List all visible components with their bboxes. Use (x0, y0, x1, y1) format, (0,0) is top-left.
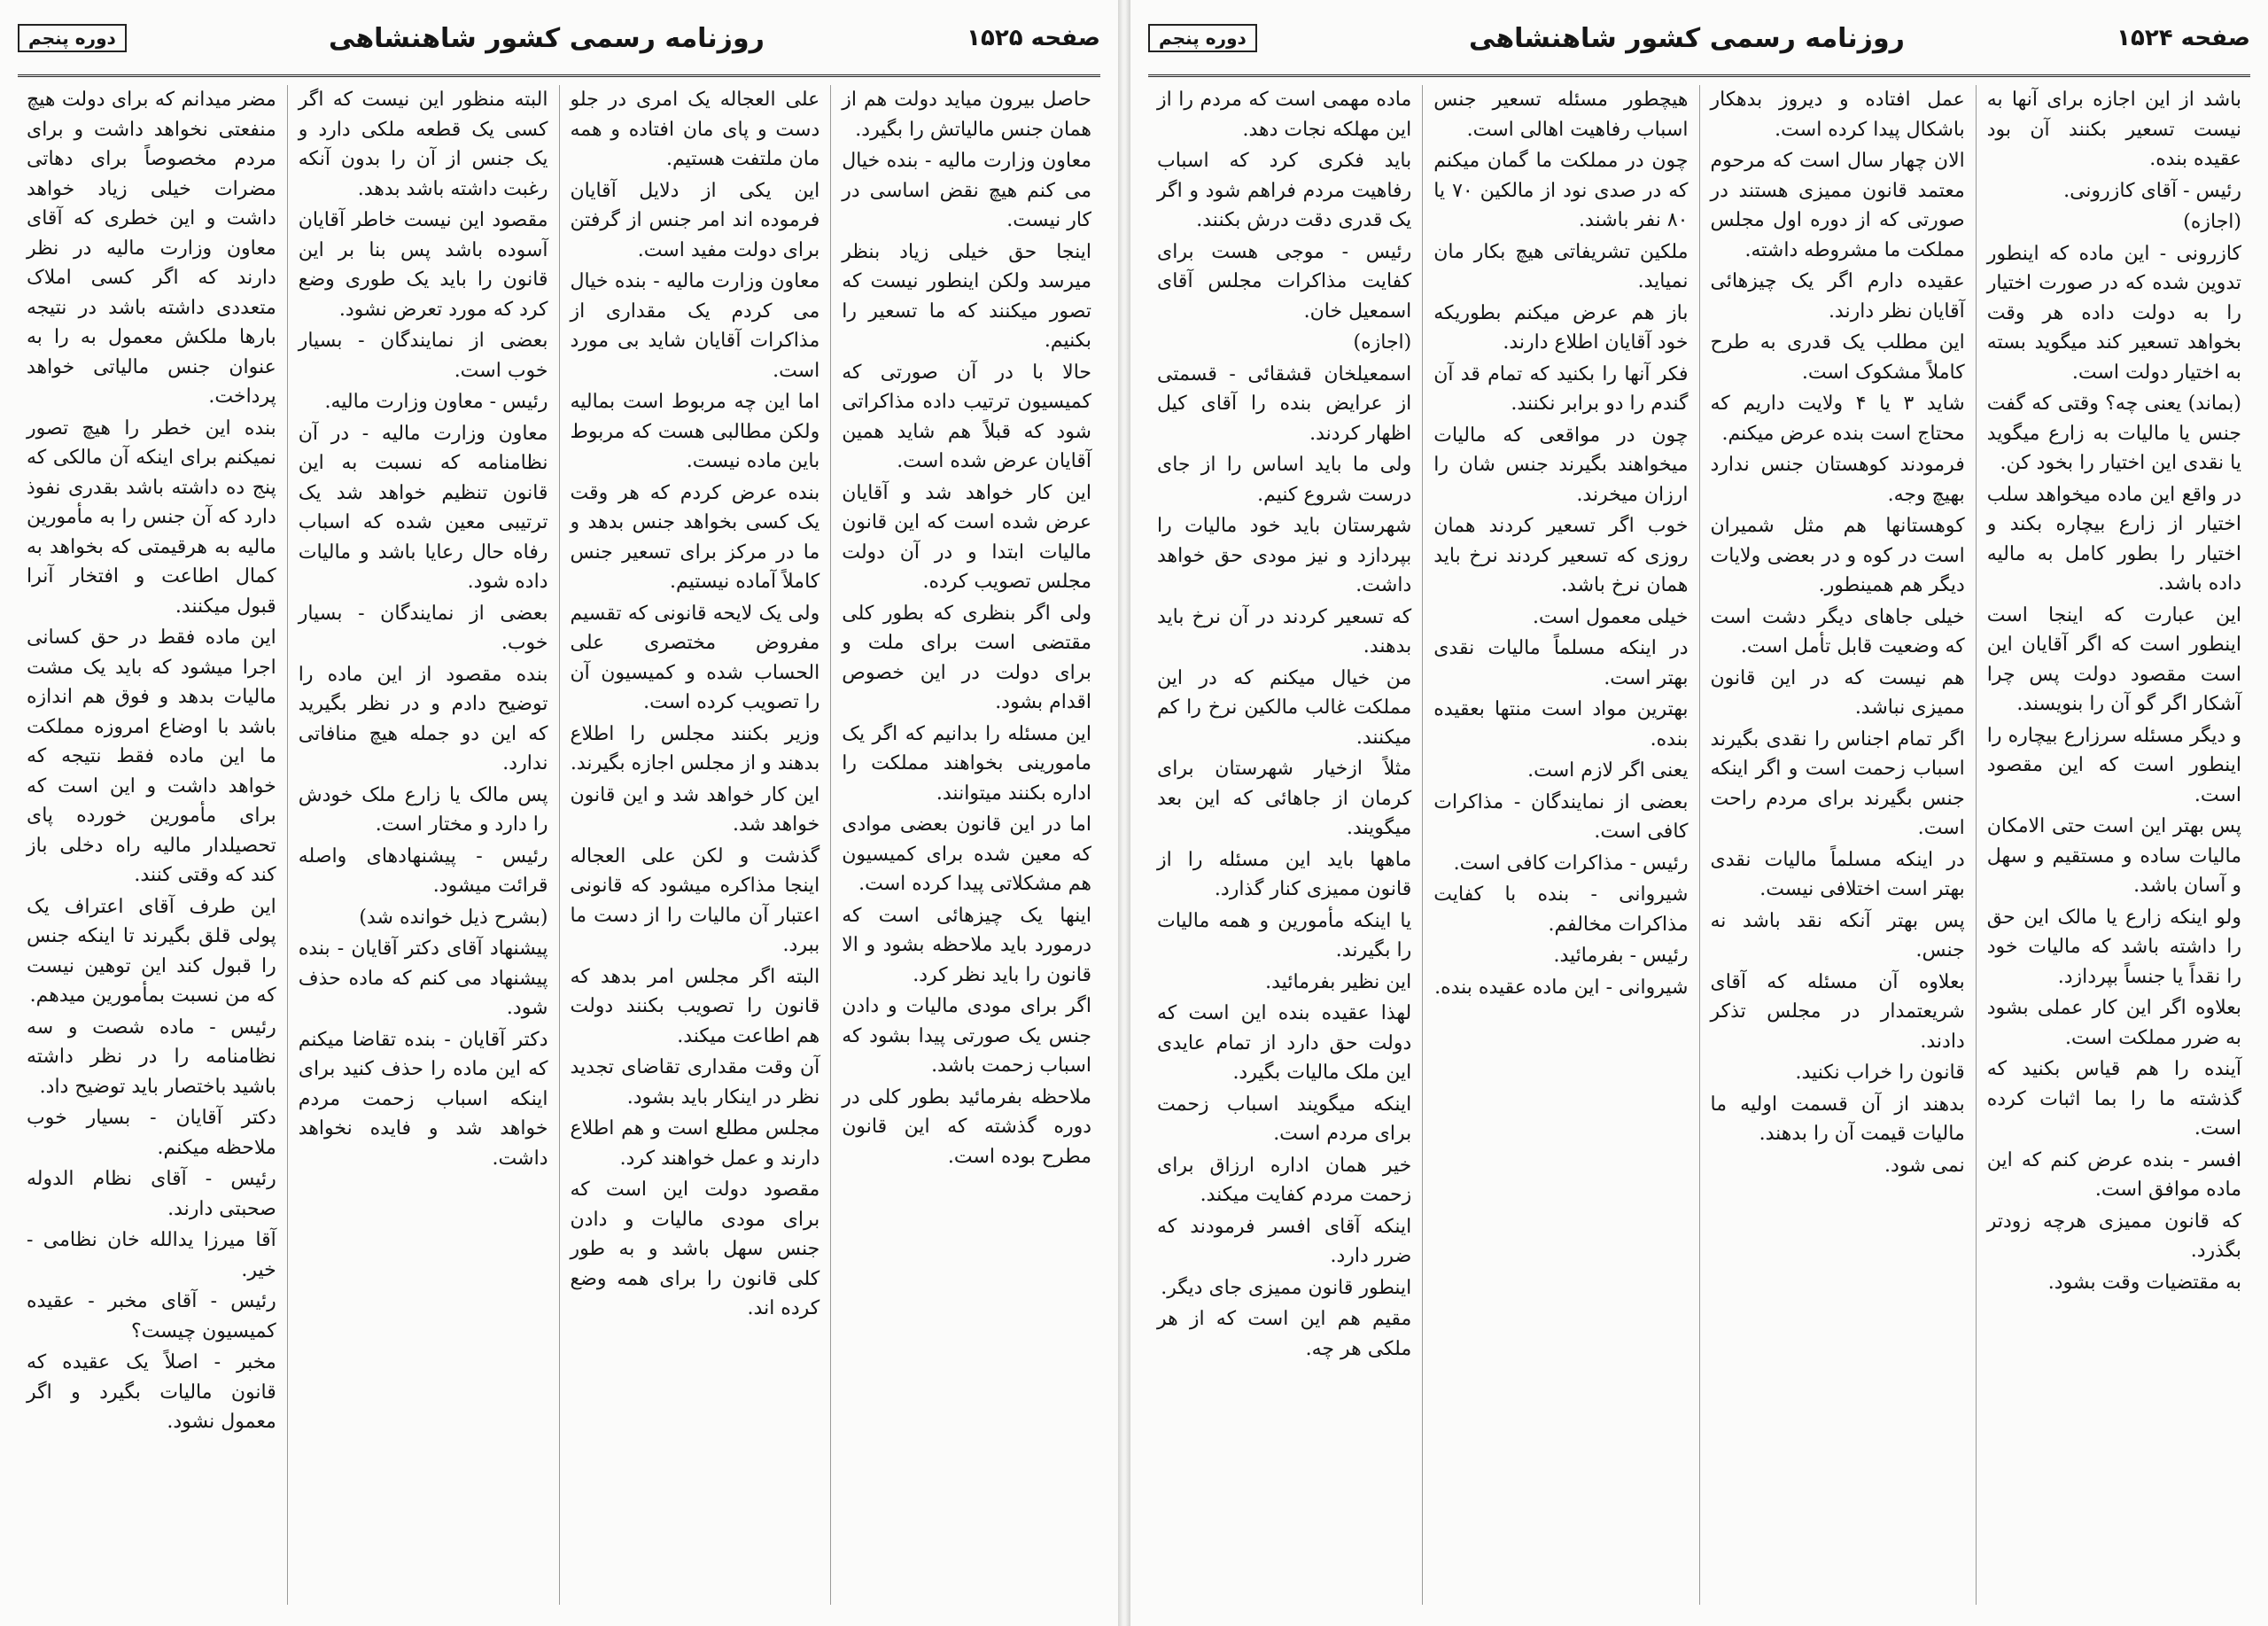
paragraph: عقیده دارم اگر یک چیزهائی آقایان نظر دارند. (1710, 270, 1965, 323)
paragraph: مقیم هم این است که از هر ملکی هر چه. (1157, 1308, 1412, 1360)
paragraph: این مسئله را بدانیم که اگر یک مامورینی بخواهند مملکت را اداره بکنند میتوانند. (842, 722, 1091, 805)
paragraph: شیروانی - این ماده عقیده بنده. (1434, 976, 1689, 999)
paragraph: بعلاوه اگر این کار عملی بشود به ضرر مملکت است. (1986, 997, 2241, 1049)
paragraph: خیلی معمول است. (1533, 605, 1689, 628)
paragraph: پس مالک یا زارع ملک خودش را دارد و مختار است. (298, 783, 548, 836)
paragraph: ولی اگر بنظری که بطور کلی مقتضی است برای ملت و برای دولت در این خصوص اقدام بشود. (842, 602, 1091, 713)
paragraph: مخبر - اصلاً یک عقیده که قانون مالیات بگیرد و اگر معمول نشود. (27, 1351, 276, 1433)
paragraph: وزیر بکنند مجلس را اطلاع بدهند و از مجلس اجازه بگیرند. (570, 722, 820, 774)
paragraph: باید فکری کرد که اسباب رفاهیت مردم فراهم شود و اگر یک قدری دقت درش بکنند. (1157, 150, 1412, 231)
paragraph: حاصل بیرون میاید دولت هم از همان جنس مالیاتش را بگیرد. (842, 89, 1091, 141)
paragraph: آینده را هم قیاس بکنید که گذشته ما را بما اثبات کرده است. (1986, 1058, 2241, 1140)
paragraph: مقصود دولت این است که برای مودی مالیات و دادن جنس سهل باشد و به طور کلی قانون را برای همه وضع کرده اند. (570, 1179, 820, 1319)
paragraph: پس بهتر این است حتی الامکان مالیات ساده و مستقیم و سهل و آسان باشد. (1986, 815, 2241, 897)
paragraph: رئیس - آقای مخبر - عقیده کمیسیون چیست؟ (27, 1290, 276, 1342)
paragraph: اینجا حق خیلی زیاد بنظر میرسد ولکن اینطور نیست که تصور میکنند که ما تسعیر را بکنیم. (842, 240, 1091, 352)
paragraph: پیشنهاد آقای دکتر آقایان - بنده پیشنهاد می کنم که ماده حذف شود. (298, 937, 548, 1019)
paragraph: بدهند از آن قسمت اولیه ما مالیات قیمت آن را بدهند. (1710, 1093, 1965, 1145)
paragraph: ملکین تشریفاتی هیچ بکار مان نمیاید. (1433, 240, 1689, 292)
paragraph: ملاحظه بفرمائید بطور کلی در دوره گذشته که این قانون مطرح بوده است. (842, 1085, 1091, 1168)
paragraph: که قانون ممیزی هرچه زودتر بگذرد. (1986, 1210, 2241, 1262)
right-page-columns (1146, 85, 2252, 1605)
paragraph: آقا میرزا یدالله خان نظامی - خیر. (27, 1229, 276, 1281)
paragraph: افسر - بنده عرض کنم که این ماده موافق است. (1986, 1148, 2241, 1201)
column-3 (287, 85, 559, 1605)
left-page-header (18, 7, 1100, 69)
newspaper-title: روزنامه رسمی کشور شاهنشاهی (329, 22, 765, 54)
paragraph: شهرستان باید خود مالیات را بپردازد و نیز مودی حق خواهد داشت. (1157, 515, 1412, 596)
paragraph: (بماند) یعنی چه؟ وقتی که گفت جنس یا مالیات به زارع میگوید یا نقدی این اختیار را بخود کن. (1986, 393, 2241, 474)
paragraph: شاید ۳ یا ۴ ولایت داریم که محتاج است بنده عرض میکنم. (1710, 393, 1965, 445)
paragraph: لهذا عقیده بنده این است که دولت حق دارد از تمام عایدی این ملک مالیات بگیرد. (1157, 1002, 1412, 1084)
paragraph: عمل افتاده و دیروز بدهکار باشکال پیدا کرده است. (1710, 89, 1965, 141)
paragraph: قانون را خراب نکنید. (1795, 1062, 1965, 1084)
paragraph: باز هم عرض میکنم بطوریکه خود آقایان اطلاع دارند. (1433, 301, 1689, 354)
paragraph: مقصود این نیست خاطر آقایان آسوده باشد پس بنا بر این قانون را باید یک طوری وضع کرد که مورد تعرض نشود. (298, 209, 548, 321)
paragraph: و دیگر مسئله سرزارع بیچاره را اینطور است که این مقصود است. (1986, 724, 2241, 806)
paragraph: در واقع این ماده میخواهد سلب اختیار از زارع بیچاره بکند و اختیار را بطور کامل به مالیه داده باشد. (1986, 483, 2241, 595)
paragraph: ماده مهمی است که مردم را از این مهلکه نجات دهد. (1157, 89, 1412, 141)
paragraph: این طرف آقای اعتراف یک پولی قلق بگیرند تا اینکه جنس را قبول کند این توهین نیست که من نسبت بمأمورین میدهم. (27, 895, 276, 1007)
paragraph: بعضی از نمایندگان - مذاکرات کافی است. (1433, 790, 1689, 843)
paragraph: شیروانی - بنده با کفایت مذاکرات مخالفم. (1433, 883, 1689, 936)
paragraph: بنده این خطر را هیچ تصور نمیکنم برای اینکه آن مالکی که پنج ده داشته باشد بقدری نفوذ دارد که آن جنس را به مأمورین مالیه به هرقیمتی که بخواهد به کمال اطاعت و افتخار آنرا قبول میکنند. (27, 416, 276, 618)
issue-label: دوره پنجم (18, 24, 127, 52)
right-page (1130, 0, 2268, 1626)
paragraph: به مقتضیات وقت بشود. (2047, 1271, 2241, 1294)
paragraph: باشد از این اجازه برای آنها به نیست تسعیر بکنند آن بود عقیده بنده. (1986, 89, 2241, 170)
paragraph: رئیس - آقای کازرونی. (2063, 179, 2241, 202)
paragraph: ولی یک لایحه قانونی که تقسیم مفروض مختصری علی الحساب شده و کمیسیون آن را تصویب کرده است. (570, 602, 820, 713)
paragraph: هیچطور مسئله تسعیر جنس اسباب رفاهیت اهالی است. (1433, 89, 1689, 141)
paragraph: بعلاوه آن مسئله که آقای شریعتمدار در مجلس تذکر دادند. (1710, 970, 1965, 1053)
header-rule (18, 74, 1100, 77)
column-4 (1146, 85, 1422, 1605)
paragraph: اما این چه مربوط است بمالیه ولکن مطالبی هست که مربوط باین ماده نیست. (570, 391, 820, 472)
paragraph: بعضی از نمایندگان - بسیار خوب. (298, 602, 548, 654)
page-gutter (1118, 0, 1130, 1626)
paragraph: مجلس مطلع است و هم اطلاع دارند و عمل خواهند کرد. (570, 1117, 820, 1170)
paragraph: الان چهار سال است که مرحوم معتمد قانون ممیزی هستند در صورتی که از دوره اول مجلس مملکت ما مشروطه داشته. (1710, 150, 1965, 261)
paragraph: دکتر آقایان - بنده تقاضا میکنم که این ماده را حذف کنید برای اینکه اسباب زحمت مردم خواهد شد و فایده نخواهد داشت. (298, 1028, 548, 1170)
paragraph: کوهستانها هم مثل شمیران است در کوه و در بعضی ولایات دیگر هم همینطور. (1710, 515, 1965, 596)
paragraph: البته اگر مجلس امر بدهد که قانون را تصویب بکنند دولت هم اطاعت میکند. (570, 965, 820, 1047)
paragraph: معاون وزارت مالیه - بنده خیال می کردم یک مقداری از مذاکرات آقایان شاید بی مورد است. (570, 270, 820, 382)
paragraph: رئیس - پیشنهادهای واصله قرائت میشود. (298, 844, 548, 897)
paragraph: حالا با در آن صورتی که کمیسیون ترتیب داده مذاکراتی شود که قبلاً هم شاید همین آقایان عرض شده است. (842, 361, 1091, 472)
paragraph: در اینکه مسلماً مالیات نقدی بهتر است اختلافی نیست. (1710, 848, 1965, 900)
paragraph: این کار خواهد شد و این قانون خواهد شد. (570, 783, 820, 836)
paragraph: ولو اینکه زارع یا مالک این حق را داشته باشد که مالیات خود را نقداً یا جنساً بپردازد. (1986, 906, 2241, 988)
paragraph: اینطور قانون ممیزی جای دیگر. (1161, 1276, 1412, 1299)
paragraph: این عبارت که اینجا است اینطور است که اگر آقایان این است مقصود دولت پس چرا آشکار اگر گو آن را بنویسند. (1986, 603, 2241, 715)
paragraph: در اینکه مسلماً مالیات نقدی بهتر است. (1433, 637, 1689, 689)
paragraph: خیلی جاهای دیگر دشت است که وضعیت قابل تأمل است. (1710, 605, 1965, 657)
paragraph: علی العجاله یک امری در جلو دست و پای مان افتاده و همه مان ملتفت هستیم. (570, 89, 820, 170)
paragraph: البته منظور این نیست که اگر کسی یک قطعه ملکی دارد و یک جنس از آن را بدون آنکه رغبت داشته باشد بدهد. (298, 89, 548, 200)
paragraph: این مطلب یک قدری به طرح کاملاً مشکوک است. (1710, 331, 1965, 384)
paragraph: خیر همان اداره ارزاق برای زحمت مردم کفایت میکند. (1157, 1154, 1412, 1206)
paragraph: بنده مقصود از این ماده را توضیح دادم و در نظر بگیرید که این دو جمله هیچ منافاتی ندارد. (298, 663, 548, 774)
issue-label: دوره پنجم (1148, 24, 1257, 52)
paragraph: مضر میدانم که برای دولت هیچ منفعتی نخواهد داشت و برای مردم مخصوصاً برای دهاتی مضرات خیلی زیاد خواهد داشت و این خطری که آقای معاون وزارت مالیه در نظر دارند که اگر کسی املاک متعددی داشته باشد در نتیجه بارها ملکش معمول به را به عنوان جنس مالیاتی خواهد پرداخت. (27, 89, 276, 408)
paragraph: مثلاً ازخیار شهرستان برای کرمان از جاهائی که این بعد میگویند. (1157, 758, 1412, 839)
paragraph: رئیس - بفرمائید. (1553, 945, 1689, 967)
paragraph: بنده عرض کردم که هر وقت یک کسی بخواهد جنس بدهد و ما در مرکز برای تسعیر جنس کاملاً آماده نیستیم. (570, 481, 820, 593)
column-1 (1976, 85, 2252, 1605)
paragraph: (اجازه) (2183, 211, 2241, 233)
left-page (0, 0, 1118, 1626)
paragraph: رئیس - مذاکرات کافی است. (1453, 852, 1689, 875)
page-number: صفحه ۱۵۲۴ (2117, 25, 2250, 51)
paragraph: بهترین مواد است منتها بعقیده بنده. (1433, 698, 1689, 751)
paragraph: اینها یک چیزهائی است که درمورد باید ملاحظه بشود و الا قانون را باید نظر کرد. (842, 904, 1091, 986)
paragraph: رئیس - آقای نظام الدوله صحبتی دارند. (27, 1168, 276, 1220)
paragraph: هم نیست که در این قانون ممیزی نباشد. (1710, 666, 1965, 719)
paragraph: این نظیر بفرمائید. (1265, 970, 1412, 993)
paragraph: رئیس - موجی هست برای کفایت مذاکرات مجلس آقای اسمعیل خان. (1157, 240, 1412, 323)
paragraph: فرمودند کوهستان جنس ندارد بهیچ وجه. (1710, 454, 1965, 506)
column-1 (830, 85, 1102, 1605)
column-2 (1699, 85, 1976, 1605)
paragraph: این کار خواهد شد و آقایان عرض شده است که این قانون مالیات ابتدا و در آن دولت مجلس تصویب کرده. (842, 481, 1091, 593)
column-4 (16, 85, 287, 1605)
column-2 (559, 85, 831, 1605)
paragraph: آن وقت مقداری تقاضای تجدید نظر در اینکار باید بشود. (570, 1056, 820, 1109)
paragraph: این ماده فقط در حق کسانی اجرا میشود که باید یک مشت مالیات بدهد و فوق هم اندازه باشد با اوضاع امروزه مملکت ما این ماده فقط نتیجه که خواهد داشت و این است که برای مأمورین خورده پای تحصیلدار مالیه راه دخلی باز کند که وقتی کنند. (27, 626, 276, 886)
paragraph: اگر برای مودی مالیات و دادن جنس یک صورتی پیدا بشود که اسباب زحمت باشد. (842, 995, 1091, 1077)
paragraph: که تسعیر کردند در آن نرخ باید بدهند. (1157, 605, 1412, 657)
paragraph: من خیال میکنم که در این مملکت غالب مالکین نرخ را کم میکنند. (1157, 666, 1412, 749)
page-number: صفحه ۱۵۲۵ (967, 25, 1100, 51)
newspaper-title: روزنامه رسمی کشور شاهنشاهی (1469, 22, 1905, 54)
paragraph: ماهها باید این مسئله را از قانون ممیزی کنار گذارد. (1157, 848, 1412, 900)
right-page-header (1148, 7, 2250, 69)
paragraph: گذشت و لکن علی العجاله اینجا مذاکره میشود که قانونی اعتبار آن مالیات را از دست ما ببرد. (570, 844, 820, 956)
paragraph: معاون وزارت مالیه - بنده خیال می کنم هیچ نقض اساسی در کار نیست. (842, 150, 1091, 231)
paragraph: رئیس - معاون وزارت مالیه. (324, 391, 548, 413)
paragraph: (اجازه) (1353, 331, 1412, 354)
paragraph: اینکه میگویند اسباب زحمت برای مردم است. (1157, 1093, 1412, 1145)
paragraph: پس بهتر آنکه نقد باشد نه جنس. (1710, 909, 1965, 961)
column-3 (1422, 85, 1698, 1605)
paragraph: ولی ما باید اساس را از جای درست شروع کنیم. (1157, 454, 1412, 506)
paragraph: اینکه آقای افسر فرمودند که ضرر دارد. (1157, 1215, 1412, 1267)
paragraph: اگر تمام اجناس را نقدی بگیرند اسباب زحمت است و اگر اینکه جنس بگیرند برای مردم راحت است. (1710, 727, 1965, 839)
paragraph: بعضی از نمایندگان - بسیار خوب است. (298, 330, 548, 382)
paragraph: (بشرح ذیل خوانده شد) (359, 906, 548, 929)
paragraph: خوب اگر تسعیر کردند همان روزی که تسعیر کردند نرخ باید همان نرخ باشد. (1433, 515, 1689, 596)
paragraph: فکر آنها را بکنید که تمام قد آن گندم را دو برابر نکنند. (1433, 362, 1689, 415)
paragraph: این یکی از دلایل آقایان فرموده اند امر جنس از گرفتن برای دولت مفید است. (570, 179, 820, 261)
header-rule (1148, 74, 2250, 77)
paragraph: اسمعیلخان قشقائی - قسمتی از عرایض بنده را آقای کیل اظهار کردند. (1157, 362, 1412, 445)
paragraph: رئیس - ماده شصت و سه نظامنامه را در نظر داشته باشید باختصار باید توضیح داد. (27, 1015, 276, 1098)
paragraph: چون در مملکت ما گمان میکنم که در صدی نود از مالکین ۷۰ یا ۸۰ نفر باشند. (1433, 150, 1689, 231)
paragraph: نمی شود. (1884, 1154, 1965, 1177)
paragraph: چون در مواقعی که مالیات میخواهند بگیرند جنس شان را ارزان میخرند. (1433, 424, 1689, 506)
paragraph: اما در این قانون بعضی موادی که معین شده برای کمیسیون هم مشکلاتی پیدا کرده است. (842, 813, 1091, 895)
left-page-columns (16, 85, 1102, 1605)
paragraph: دکتر آقایان - بسیار خوب ملاحظه میکنم. (27, 1107, 276, 1159)
paragraph: معاون وزارت مالیه - در آن نظامنامه که نسبت به این قانون تنظیم خواهد شد یک ترتیبی معین شده که اسباب رفاه حال رعایا باشد و مالیات داده شود. (298, 422, 548, 593)
paragraph: یعنی اگر لازم است. (1527, 759, 1689, 782)
paragraph: یا اینکه مأمورین و همه مالیات را بگیرند. (1157, 909, 1412, 961)
paragraph: کازرونی - این ماده که اینطور تدوین شده که در صورت اختیار را به دولت داده هر وقت بخواهد تسعیر کند میگوید بسته به اختیار دولت است. (1986, 242, 2241, 384)
